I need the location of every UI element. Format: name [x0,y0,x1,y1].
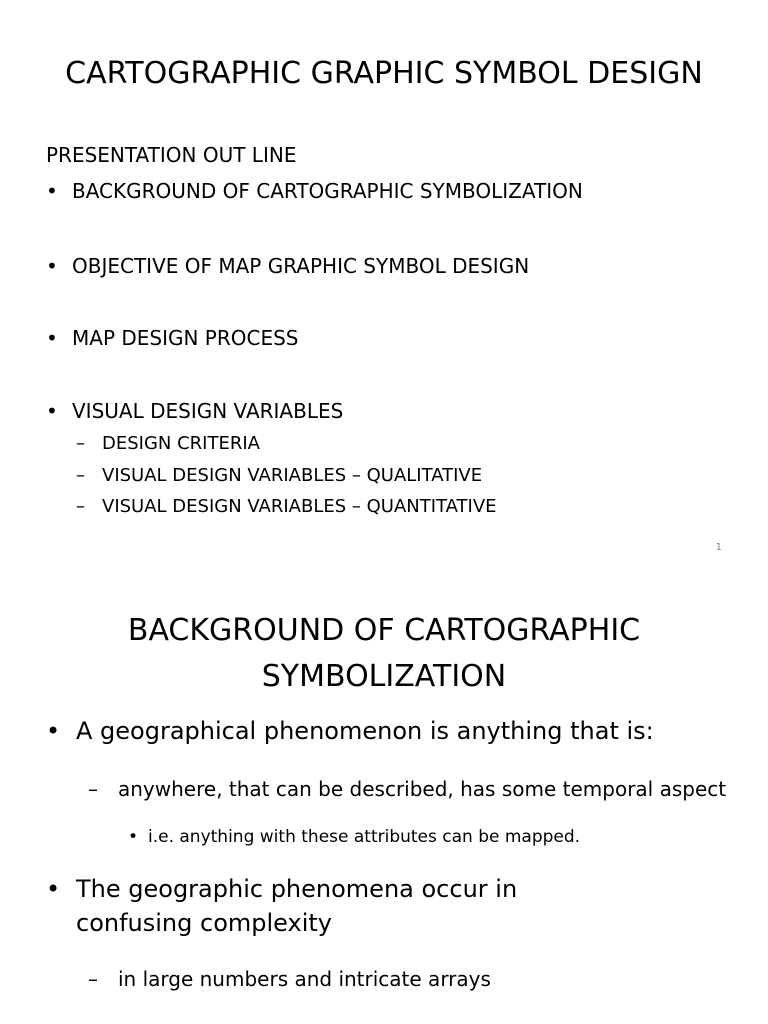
outline-subitem-quantitative: VISUAL DESIGN VARIABLES – QUANTITATIVE [102,496,497,517]
outline-item-process: MAP DESIGN PROCESS [72,326,299,350]
outline-item-objective: OBJECTIVE OF MAP GRAPHIC SYMBOL DESIGN [72,254,530,278]
dash-icon: – [88,967,98,991]
outline-subitem-criteria: DESIGN CRITERIA [102,433,260,454]
bullet-icon: • [128,827,139,847]
dash-icon: – [88,777,98,801]
body-item-complexity: The geographic phenomena occur in confusing complexity [76,875,518,937]
slide-2-title: BACKGROUND OF CARTOGRAPHIC SYMBOLIZATION [127,613,641,694]
page-number: 1 [715,542,722,553]
dash-icon: – [76,465,85,486]
outline-item-variables: VISUAL DESIGN VARIABLES [72,399,344,423]
bullet-icon: • [46,399,58,423]
dash-icon: – [76,496,85,517]
slide-2 [0,570,768,1024]
body-subsubitem-mapped: i.e. anything with these attributes can be mapped. [148,827,581,847]
bullet-icon: • [46,717,61,745]
slide-1-title: CARTOGRAPHIC GRAPHIC SYMBOL DESIGN [65,56,703,91]
outline-item-background: BACKGROUND OF CARTOGRAPHIC SYMBOLIZATION [72,179,583,203]
bullet-icon: • [46,254,58,278]
bullet-icon: • [46,179,58,203]
body-item-phenomenon: A geographical phenomenon is anything that is: [76,717,654,745]
body-subitem-numbers: in large numbers and intricate arrays [118,967,491,991]
bullet-icon: • [46,326,58,350]
bullet-icon: • [46,875,61,903]
body-subitem-anywhere: anywhere, that can be described, has some temporal aspect [118,777,727,801]
outline-heading: PRESENTATION OUT LINE [46,143,297,167]
outline-subitem-qualitative: VISUAL DESIGN VARIABLES – QUALITATIVE [102,465,483,486]
dash-icon: – [76,433,85,454]
